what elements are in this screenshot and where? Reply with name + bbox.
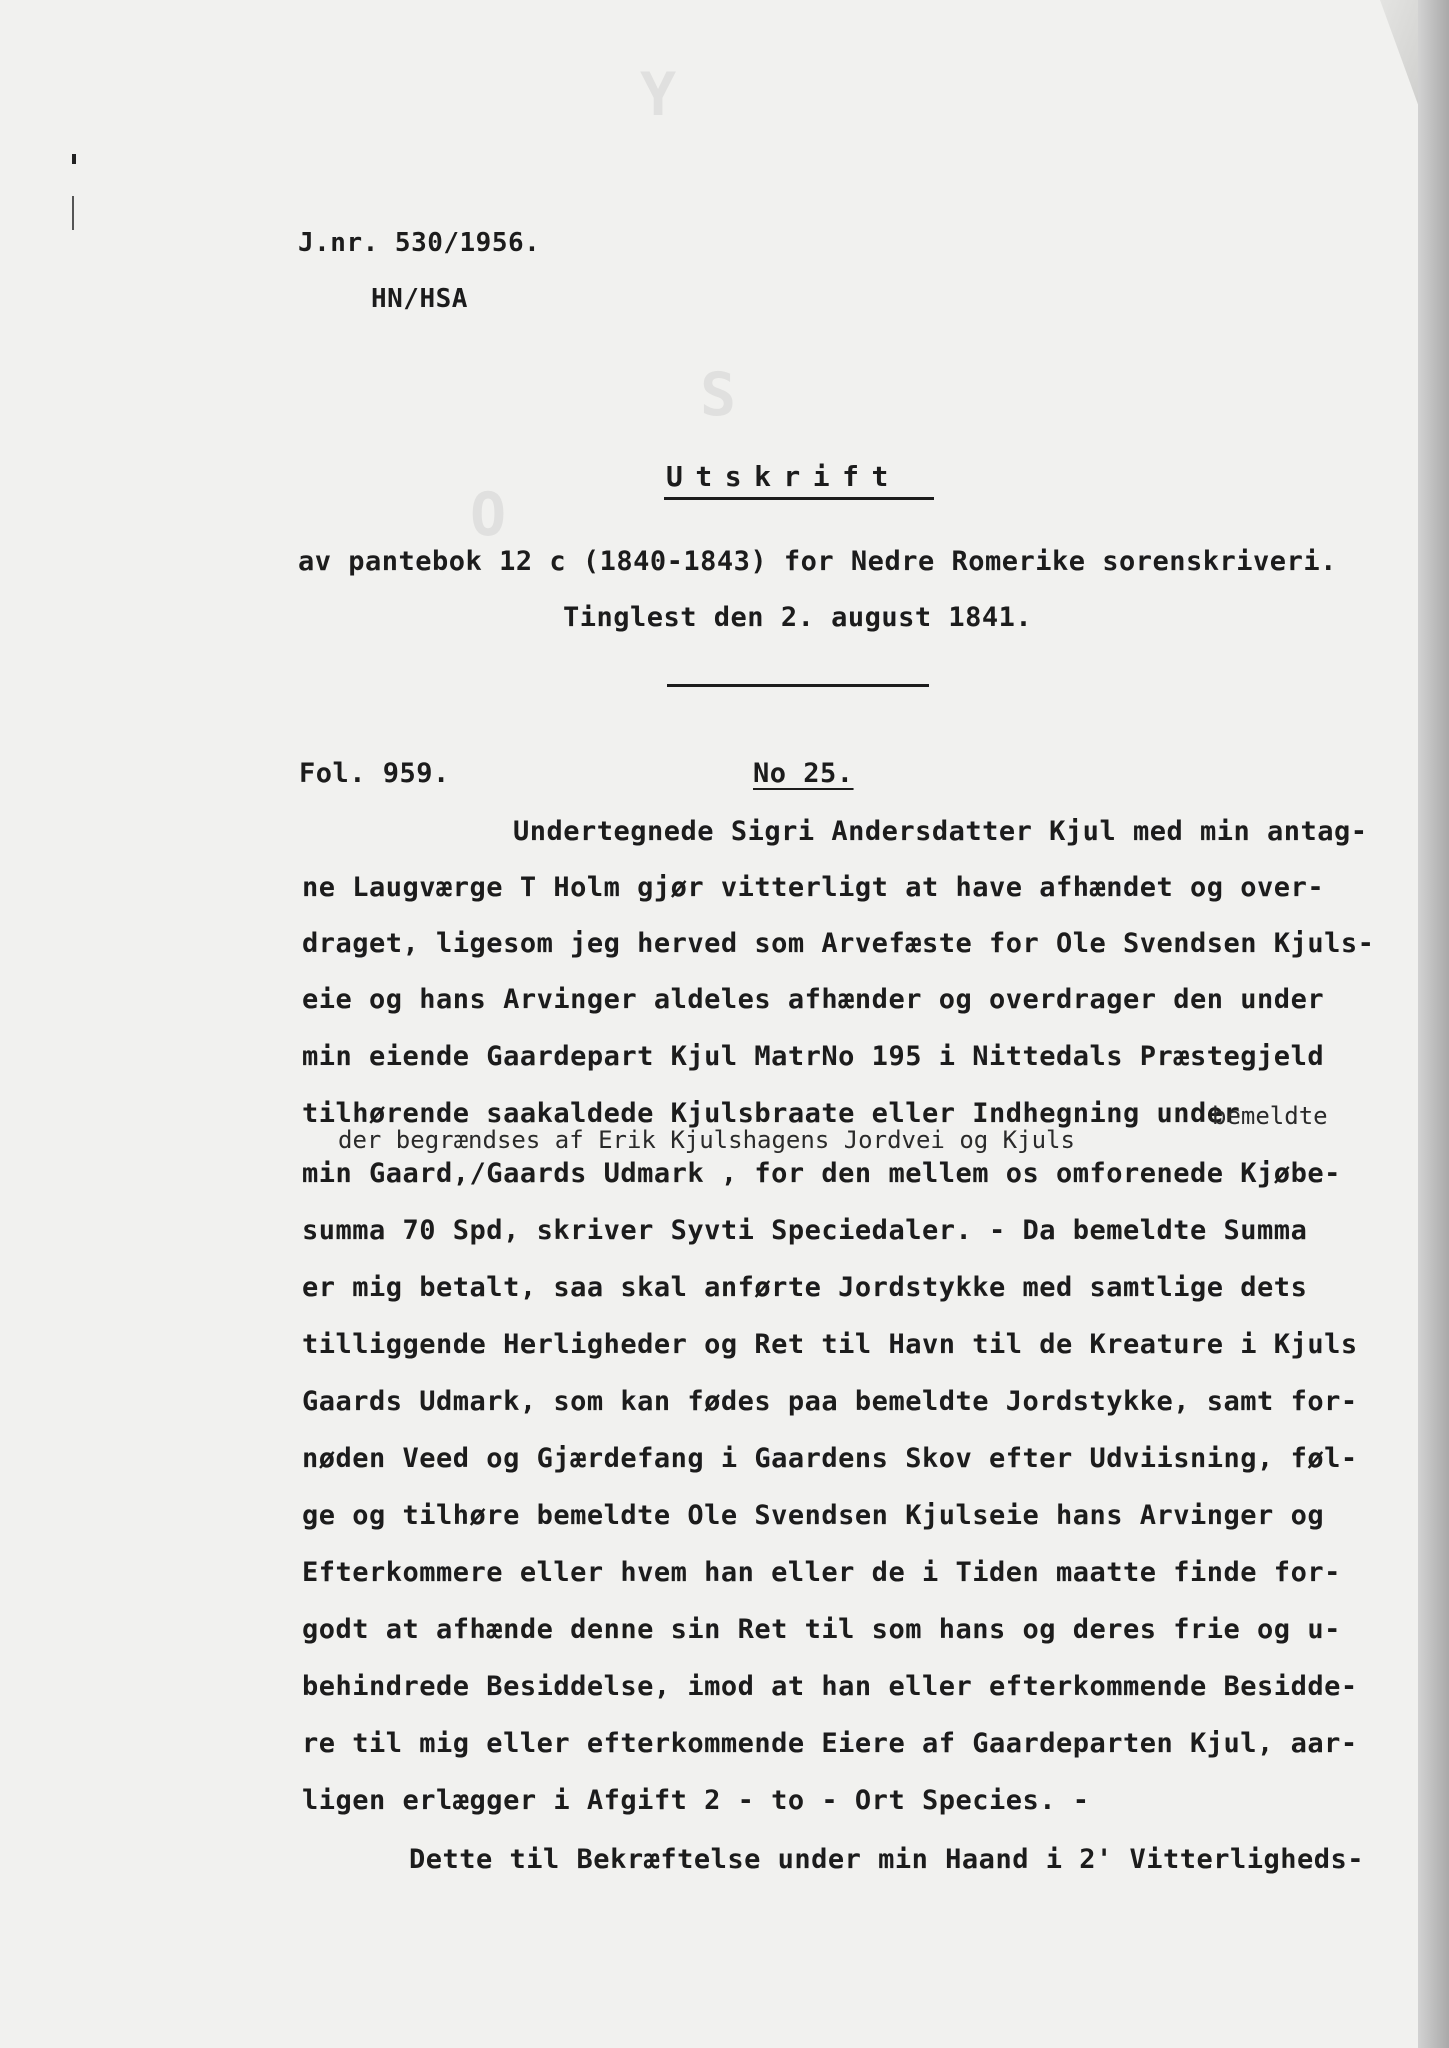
body-line: er mig betalt, saa skal anførte Jordstykke med samtlige dets bbox=[302, 1272, 1308, 1303]
body-line: Dette til Bekræftelse under min Haand i 2' Vitterligheds- bbox=[409, 1844, 1365, 1875]
body-line: nøden Veed og Gjærdefang i Gaardens Skov efter Udviisning, føl- bbox=[302, 1443, 1358, 1474]
body-line: ligen erlægger i Afgift 2 - to - Ort Species. - bbox=[302, 1785, 1090, 1816]
margin-mark bbox=[72, 154, 76, 164]
entry-number: No 25. bbox=[753, 758, 854, 789]
body-line: Efterkommere eller hvem han eller de i Tiden maatte finde for- bbox=[302, 1557, 1341, 1588]
bleed-through: O bbox=[470, 480, 507, 550]
initials: HN/HSA bbox=[371, 284, 468, 314]
separator-rule bbox=[667, 684, 929, 687]
body-line: godt at afhænde denne sin Ret til som hans og deres frie og u- bbox=[302, 1614, 1341, 1645]
body-line: min eiende Gaardepart Kjul MatrNo 195 i Nittedals Præstegjeld bbox=[302, 1041, 1325, 1072]
body-line: tilliggende Herligheder og Ret til Havn til de Kreature i Kjuls bbox=[302, 1329, 1358, 1360]
body-line: Gaards Udmark, som kan fødes paa bemeldte Jordstykke, samt for- bbox=[302, 1386, 1358, 1417]
body-line: min Gaard,/Gaards Udmark , for den mellem os omforenede Kjøbe- bbox=[302, 1158, 1341, 1189]
body-line: re til mig eller efterkommende Eiere af Gaardeparten Kjul, aar- bbox=[302, 1728, 1358, 1759]
body-line: ne Laugværge T Holm gjør vitterligt at have afhændet og over- bbox=[302, 872, 1325, 903]
margin-mark bbox=[72, 196, 74, 230]
body-line: ge og tilhøre bemeldte Ole Svendsen Kjulseie hans Arvinger og bbox=[302, 1500, 1325, 1531]
folio-number: Fol. 959. bbox=[299, 758, 450, 789]
title-underline bbox=[664, 497, 934, 500]
journal-number: J.nr. 530/1956. bbox=[298, 228, 541, 258]
body-line: tilhørende saakaldede Kjulsbraate eller Indhegning under bbox=[302, 1098, 1241, 1129]
bleed-through: S bbox=[700, 360, 737, 430]
scan-edge bbox=[1418, 0, 1449, 2048]
document-title: Utskrift bbox=[666, 460, 901, 493]
bleed-through: Y bbox=[640, 60, 677, 130]
body-line: summa 70 Spd, skriver Syvti Speciedaler. - Da bemeldte Summa bbox=[302, 1215, 1308, 1246]
body-line: draget, ligesom jeg herved som Arvefæste for Ole Svendsen Kjuls- bbox=[302, 928, 1375, 959]
body-line: Undertegnede Sigri Andersdatter Kjul med min antag- bbox=[513, 816, 1368, 847]
folded-corner bbox=[1380, 0, 1420, 110]
subtitle-line-2: Tinglest den 2. august 1841. bbox=[563, 602, 1033, 633]
subtitle-line-1: av pantebok 12 c (1840-1843) for Nedre Romerike sorenskriveri. bbox=[298, 546, 1337, 577]
body-line: behindrede Besiddelse, imod at han eller efterkommende Besidde- bbox=[302, 1671, 1358, 1702]
margin-insertion: bemeldte bbox=[1212, 1102, 1328, 1130]
interlinear-insertion: der begrændses af Erik Kjulshagens Jordvei og Kjuls bbox=[338, 1126, 1075, 1154]
body-line: eie og hans Arvinger aldeles afhænder og overdrager den under bbox=[302, 984, 1325, 1015]
